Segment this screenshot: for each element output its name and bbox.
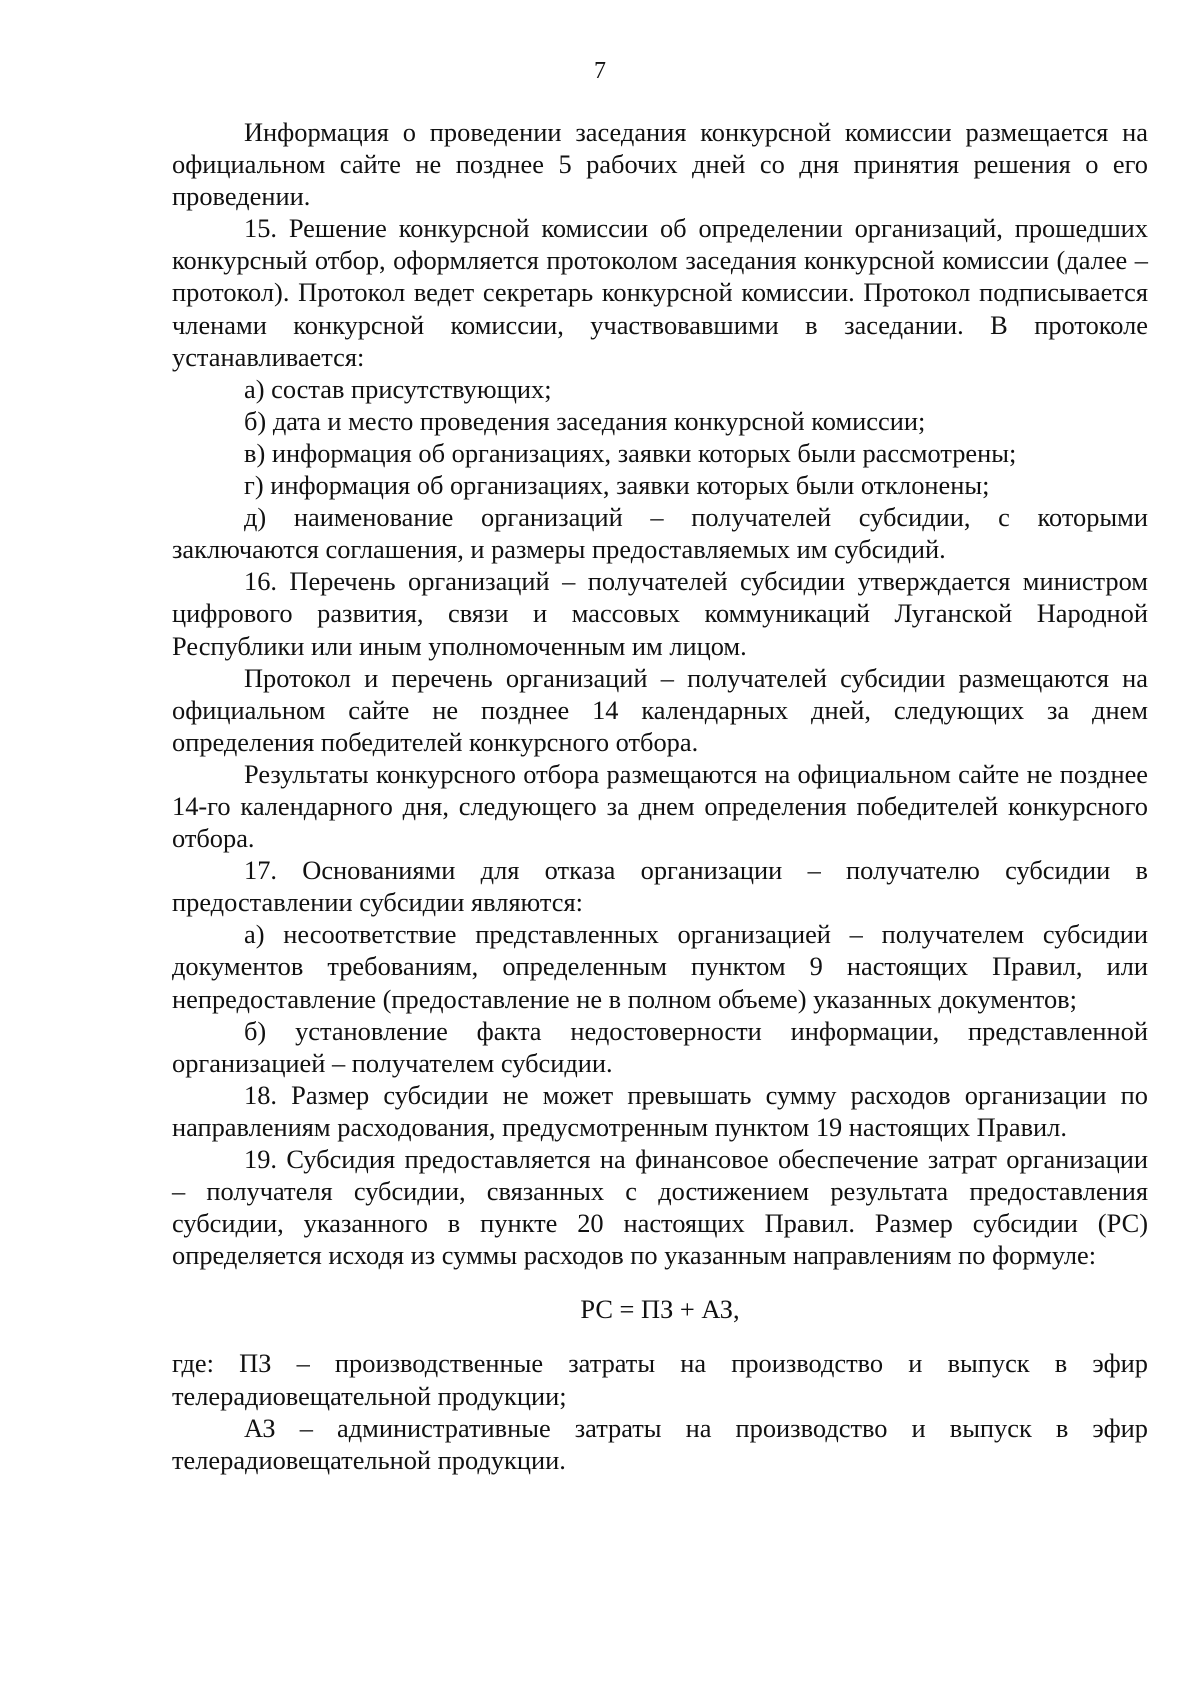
list-item-17a: а) несоответствие представленных организацией – получателем субсидии документов требованиям, определенным пунктом 9 настоящих Правил, или непредоставление (предоставление не в полном объеме) указанных документов; xyxy=(172,919,1148,1014)
paragraph-intro: Информация о проведении заседания конкурсной комиссии размещается на официальном сайте не позднее 5 рабочих дней со дня принятия решения о его проведении. xyxy=(172,117,1148,212)
formula-legend-az: АЗ – административные затраты на производство и выпуск в эфир телерадиовещательной продукции. xyxy=(172,1412,1148,1475)
list-item-g: г) информация об организациях, заявки которых были отклонены; xyxy=(244,470,990,501)
paragraph-17: 17. Основаниями для отказа организации – получателю субсидии в предоставлении субсидии являются: xyxy=(172,855,1148,918)
list-item-b: б) дата и место проведения заседания конкурсной комиссии; xyxy=(244,405,926,436)
page-number: 7 xyxy=(594,58,606,84)
paragraph-18: 18. Размер субсидии не может превышать сумму расходов организации по направлениям расходования, предусмотренным пунктом 19 настоящих Правил. xyxy=(172,1079,1148,1142)
paragraph-protocol: Протокол и перечень организаций – получателей субсидии размещаются на официальном сайте не позднее 14 календарных дней, следующих за днем определения победителей конкурсного отбора. xyxy=(172,662,1148,757)
paragraph-results: Результаты конкурсного отбора размещаются на официальном сайте не позднее 14-го календарного дня, следующего за днем определения победителей конкурсного отбора. xyxy=(172,758,1148,854)
list-item-a: а) состав присутствующих; xyxy=(244,373,552,404)
paragraph-19: 19. Субсидия предоставляется на финансовое обеспечение затрат организации – получателя субсидии, связанных с достижением результата предоставления субсидии, указанного в пункте 20 настоящих Правил. Размер субсидии (РС) определяется исходя из суммы расходов по указанным направлениям по формуле: xyxy=(172,1144,1148,1271)
paragraph-16: 16. Перечень организаций – получателей субсидии утверждается министром цифрового развития, связи и массовых коммуникаций Луганской Народной Республики или иным уполномоченным им лицом. xyxy=(172,566,1148,661)
list-item-v: в) информация об организациях, заявки которых были рассмотрены; xyxy=(244,437,1017,468)
document-body xyxy=(172,116,1148,1476)
paragraph-15: 15. Решение конкурсной комиссии об определении организаций, прошедших конкурсный отбор, оформляется протоколом заседания конкурсной комиссии (далее – протокол). Протокол ведет секретарь конкурсной комиссии. Протокол подписывается членами конкурсной комиссии, участвовавшими в заседании. В протоколе устанавливается: xyxy=(172,213,1148,372)
formula-legend-pz: где: ПЗ – производственные затраты на производство и выпуск в эфир телерадиовещательной продукции; xyxy=(172,1348,1148,1411)
list-item-d: д) наименование организаций – получателей субсидии, с которыми заключаются соглашения, и размеры предоставляемых им субсидий. xyxy=(172,502,1148,565)
list-item-17b: б) установление факта недостоверности информации, представленной организацией – получателем субсидии. xyxy=(172,1015,1148,1078)
formula: РС = ПЗ + АЗ, xyxy=(580,1294,740,1325)
